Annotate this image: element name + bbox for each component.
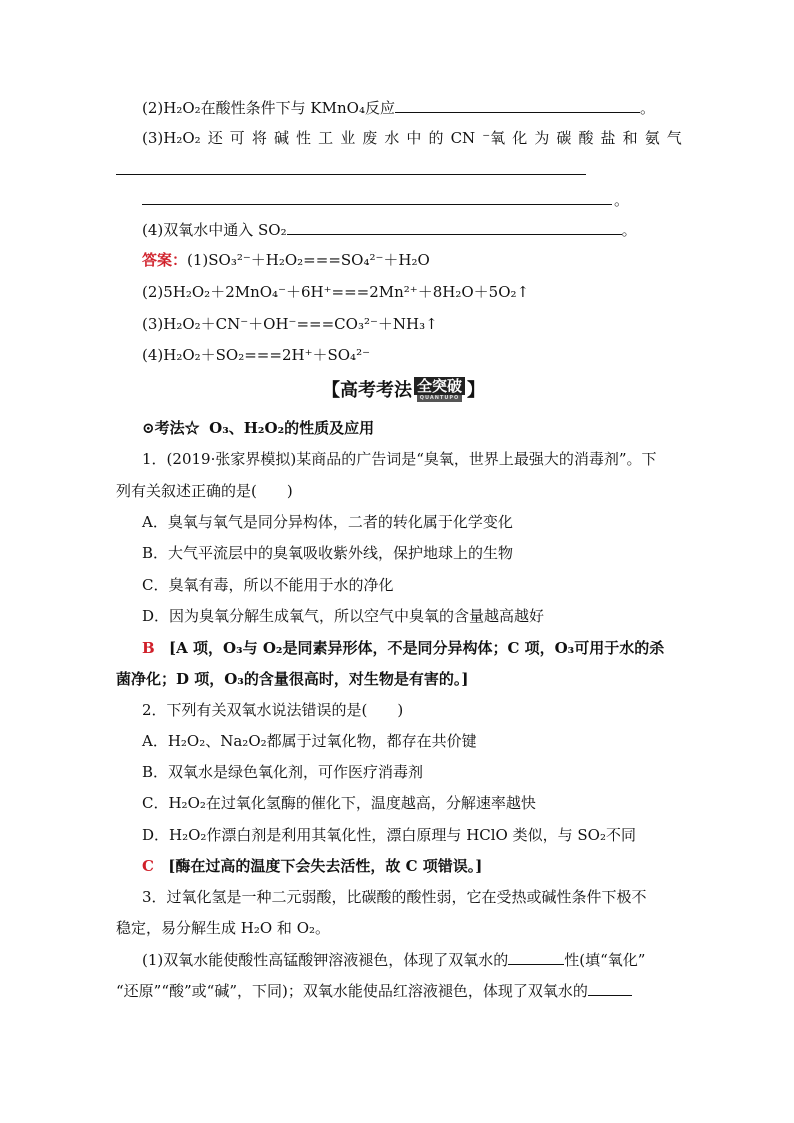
text-part: 化 bbox=[512, 129, 528, 147]
q2-explanation bbox=[142, 856, 712, 876]
q1-option-d: D．因为臭氧分解生成氧气，所以空气中臭氧的含量越高越好 bbox=[142, 607, 545, 625]
question-4-prev bbox=[142, 220, 712, 240]
banner-bracket: 】 bbox=[467, 380, 486, 401]
text-part: 碳 bbox=[556, 129, 572, 147]
text-part: 气 bbox=[666, 129, 682, 147]
q3-sub1-line-1 bbox=[142, 950, 712, 970]
text-part: 工 bbox=[318, 129, 334, 147]
period: 。 bbox=[621, 221, 637, 239]
text-part: 中 bbox=[406, 129, 422, 147]
question-text: (4)双氧水中通入 SO₂ bbox=[142, 221, 287, 239]
text-part: 还 bbox=[207, 129, 223, 147]
text-part: 废 bbox=[362, 129, 378, 147]
q2-option-b: B．双氧水是绿色氧化剂，可作医疗消毒剂 bbox=[142, 763, 424, 781]
q1-explanation-line-1 bbox=[142, 638, 712, 658]
text-part: ⁻氧 bbox=[482, 129, 506, 147]
answer-line-1 bbox=[142, 250, 712, 270]
period: 。 bbox=[639, 99, 655, 117]
answer-blank bbox=[588, 981, 632, 996]
answer-text: (1)SO₃²⁻＋H₂O₂===SO₄²⁻＋H₂O bbox=[187, 251, 430, 269]
section-banner bbox=[322, 375, 485, 403]
text-part: 为 bbox=[534, 129, 550, 147]
text-part: 的 bbox=[428, 129, 444, 147]
answer-line-2: (2)5H₂O₂＋2MnO₄⁻＋6H⁺===2Mn²⁺＋8H₂O＋5O₂↑ bbox=[142, 283, 530, 301]
q1-stem-line-1: 1．(2019·张家界模拟)某商品的广告词是“臭氧，世界上最强大的消毒剂”。下 bbox=[142, 450, 657, 468]
text-part: 和 bbox=[622, 129, 638, 147]
answer-blank bbox=[508, 950, 564, 965]
q2-option-c: C．H₂O₂在过氧化氢酶的催化下，温度越高，分解速率越快 bbox=[142, 794, 536, 812]
text-part: 碱 bbox=[273, 129, 289, 147]
text-part: (3)H₂O₂ bbox=[142, 129, 201, 147]
text-part: 盐 bbox=[600, 129, 616, 147]
q1-answer-letter: B bbox=[142, 639, 155, 657]
q2-explanation-text: [酶在过高的温度下会失去活性，故 C 项错误。] bbox=[168, 857, 483, 875]
q1-option-c: C．臭氧有毒，所以不能用于水的净化 bbox=[142, 576, 394, 594]
q3-stem-line-1: 3．过氧化氢是一种二元弱酸，比碳酸的酸性弱，它在受热或碱性条件下极不 bbox=[142, 888, 647, 906]
answer-label: 答案： bbox=[142, 251, 188, 269]
q2-option-d: D．H₂O₂作漂白剂是利用其氧化性，漂白原理与 HClO 类似，与 SO₂不同 bbox=[142, 826, 636, 844]
answer-blank bbox=[395, 98, 640, 113]
text-part: 酸 bbox=[578, 129, 594, 147]
section-heading bbox=[142, 418, 712, 438]
q1-explanation-text: [A 项，O₃与 O₂是同素异形体，不是同分异构体；C 项，O₃可用于水的杀 bbox=[169, 639, 665, 657]
q2-option-a: A．H₂O₂、Na₂O₂都属于过氧化物，都存在共价键 bbox=[142, 732, 477, 750]
answer-line-3: (3)H₂O₂＋CN⁻＋OH⁻===CO₃²⁻＋NH₃↑ bbox=[142, 315, 438, 333]
answer-blank-line-2 bbox=[142, 204, 612, 205]
answer-line-4: (4)H₂O₂＋SO₂===2H⁺＋SO₄²⁻ bbox=[142, 346, 371, 364]
q1-explanation-line-2: 菌净化；D 项，O₃的含量很高时，对生物是有害的。] bbox=[116, 670, 469, 688]
banner-title: 【高考考法 bbox=[322, 380, 412, 401]
q1-stem-line-2: 列有关叙述正确的是( ) bbox=[116, 482, 293, 500]
question-text: (2)H₂O₂在酸性条件下与 KMnO₄反应 bbox=[142, 99, 395, 117]
q3-sub1-text-a: (1)双氧水能使酸性高锰酸钾溶液褪色，体现了双氧水的 bbox=[142, 951, 509, 969]
section-marker: ⊙考法☆ bbox=[142, 419, 200, 437]
section-title: O₃、H₂O₂的性质及应用 bbox=[209, 419, 375, 437]
badge-text: 全突破 bbox=[414, 377, 465, 395]
text-part: 氨 bbox=[644, 129, 660, 147]
text-part: 将 bbox=[251, 129, 267, 147]
banner-badge bbox=[414, 377, 465, 402]
question-2-prev bbox=[142, 98, 712, 118]
question-3-prev bbox=[142, 128, 682, 148]
answer-blank bbox=[287, 220, 622, 235]
badge-subtext: QUANTUPO bbox=[417, 395, 463, 402]
period: 。 bbox=[614, 191, 630, 209]
q3-sub1-text-b: 性(填“氧化” bbox=[564, 951, 646, 969]
text-part: 业 bbox=[340, 129, 356, 147]
text-part: 性 bbox=[296, 129, 312, 147]
answer-blank-line-1 bbox=[116, 174, 586, 175]
text-part: CN bbox=[450, 129, 476, 147]
q3-stem-line-2: 稳定，易分解生成 H₂O 和 O₂。 bbox=[116, 919, 331, 937]
q1-option-b: B．大气平流层中的臭氧吸收紫外线，保护地球上的生物 bbox=[142, 544, 514, 562]
text-part: 可 bbox=[229, 129, 245, 147]
q3-sub1-line-2 bbox=[116, 981, 686, 1001]
q1-option-a: A．臭氧与氧气是同分异构体，二者的转化属于化学变化 bbox=[142, 513, 513, 531]
q2-stem: 2．下列有关双氧水说法错误的是( ) bbox=[142, 701, 404, 719]
q2-answer-letter: C bbox=[142, 857, 154, 875]
q3-sub1-text-c: “还原”“酸”或“碱”，下同)；双氧水能使品红溶液褪色，体现了双氧水的 bbox=[116, 982, 588, 1000]
text-part: 水 bbox=[384, 129, 400, 147]
